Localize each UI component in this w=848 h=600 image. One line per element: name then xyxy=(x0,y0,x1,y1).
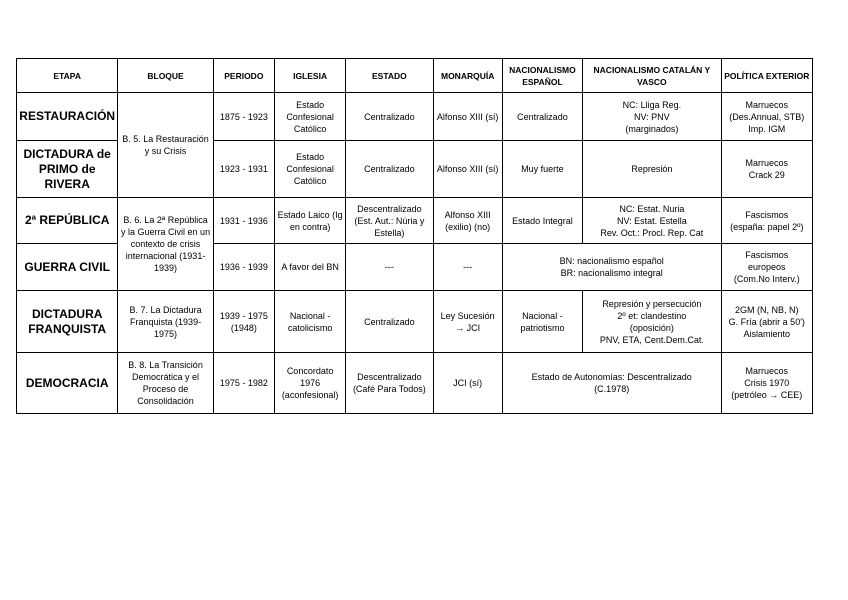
bloque-cell: B. 6. La 2ª República y la Guerra Civil en un contexto de crisis internacional (1931-1939) xyxy=(118,198,213,291)
cell-line: (petróleo → CEE) xyxy=(731,390,803,400)
cell-line: BN: nacionalismo español xyxy=(559,256,664,266)
nacionalismo-catalan-cell: Represión xyxy=(583,141,722,198)
politica-exterior-cell xyxy=(721,141,812,198)
estado-cell: Descentralizado (Est. Aut.: Núria y Estella) xyxy=(346,198,433,244)
cell-line: NC: Lliga Reg. xyxy=(622,99,682,110)
bloque-cell: B. 5. La Restauración y su Crisis xyxy=(118,93,213,198)
history-summary-table xyxy=(16,58,813,414)
politica-exterior-cell xyxy=(721,93,812,141)
estado-cell: Centralizado xyxy=(346,141,433,198)
iglesia-cell: Estado Laico (Ig en contra) xyxy=(274,198,345,244)
header-etapa: ETAPA xyxy=(17,59,118,93)
header-periodo: PERIODO xyxy=(213,59,274,93)
cell-line: (oposición) xyxy=(629,322,674,333)
cell-line: Marruecos xyxy=(745,99,789,110)
header-bloque: BLOQUE xyxy=(118,59,213,93)
monarquia-cell: Alfonso XIII (sí) xyxy=(433,141,502,198)
politica-exterior-cell xyxy=(721,353,812,414)
cell-line: Crack 29 xyxy=(748,170,785,180)
periodo-cell: 1931 - 1936 xyxy=(213,198,274,244)
cell-line: 2º et: clandestino xyxy=(617,310,687,321)
cell-line: Rev. Oct.: Procl. Rep. Cat xyxy=(600,227,704,238)
estado-cell: Centralizado xyxy=(346,93,433,141)
nacionalismo-catalan-cell xyxy=(583,93,722,141)
header-estado: ESTADO xyxy=(346,59,433,93)
cell-line: NV: PNV xyxy=(634,111,670,122)
cell-line: Imp. IGM xyxy=(748,123,786,134)
etapa-cell: DICTADURA de PRIMO de RIVERA xyxy=(17,141,118,198)
nacionalismo-catalan-cell xyxy=(583,198,722,244)
cell-line: Crisis 1970 xyxy=(744,378,790,388)
monarquia-cell: --- xyxy=(433,244,502,291)
cell-line: Marruecos xyxy=(745,158,789,168)
estado-cell: Centralizado xyxy=(346,291,433,353)
cell-line: Marruecos xyxy=(745,366,789,376)
cell-line: BR: nacionalismo integral xyxy=(560,268,663,278)
periodo-cell: 1975 - 1982 xyxy=(213,353,274,414)
cell-line: (marginados) xyxy=(625,123,679,134)
periodo-cell: 1939 - 1975 (1948) xyxy=(213,291,274,353)
cell-line: (Com.No Interv.) xyxy=(733,274,800,284)
monarquia-cell: Ley Sucesión → JCI xyxy=(433,291,502,353)
cell-line: Represión y persecución xyxy=(602,298,702,309)
row-republica xyxy=(17,198,813,244)
cell-line: Estado de Autonomías: Descentralizado xyxy=(531,372,692,382)
nacionalismo-catalan-cell xyxy=(583,291,722,353)
header-politica-exterior: POLÍTICA EXTERIOR xyxy=(721,59,812,93)
iglesia-cell: Nacional - catolicismo xyxy=(274,291,345,353)
bloque-cell: B. 8. La Transición Democrática y el Proceso de Consolidación xyxy=(118,353,213,414)
row-restauracion xyxy=(17,93,813,141)
iglesia-cell: Concordato 1976 (aconfesional) xyxy=(274,353,345,414)
nacionalismo-espanol-cell: Muy fuerte xyxy=(502,141,582,198)
nacionalismo-espanol-cell: Estado Integral xyxy=(502,198,582,244)
etapa-cell: DEMOCRACIA xyxy=(17,353,118,414)
monarquia-cell: Alfonso XIII (exilio) (no) xyxy=(433,198,502,244)
cell-line: europeos xyxy=(748,262,786,272)
politica-exterior-cell xyxy=(721,291,812,353)
cell-line: (Des.Annual, STB) xyxy=(729,111,805,122)
cell-line: NV: Estat. Estella xyxy=(617,215,687,226)
cell-line: Aislamiento xyxy=(743,328,791,339)
cell-line: NC: Estat. Nuria xyxy=(619,203,685,214)
periodo-cell: 1923 - 1931 xyxy=(213,141,274,198)
periodo-cell: 1936 - 1939 xyxy=(213,244,274,291)
header-row xyxy=(17,59,813,93)
periodo-cell: 1875 - 1923 xyxy=(213,93,274,141)
estado-cell: --- xyxy=(346,244,433,291)
cell-line: G. Fría (abrir a 50') xyxy=(728,316,805,327)
nacionalismo-espanol-cell: Nacional - patriotismo xyxy=(502,291,582,353)
cell-line: Fascismos xyxy=(745,250,789,260)
bloque-cell: B. 7. La Dictadura Franquista (1939-1975) xyxy=(118,291,213,353)
nacionalismo-merged-cell xyxy=(502,244,721,291)
politica-exterior-cell xyxy=(721,244,812,291)
cell-line: PNV, ETA, Cent.Dem.Cat. xyxy=(599,334,704,345)
monarquia-cell: JCI (sí) xyxy=(433,353,502,414)
cell-line: (C.1978) xyxy=(594,384,630,394)
etapa-cell: GUERRA CIVIL xyxy=(17,244,118,291)
iglesia-cell: Estado Confesional Católico xyxy=(274,93,345,141)
header-monarquia: MONARQUÍA xyxy=(433,59,502,93)
row-franquismo xyxy=(17,291,813,353)
iglesia-cell: Estado Confesional Católico xyxy=(274,141,345,198)
row-democracia xyxy=(17,353,813,414)
header-nacionalismo-espanol: NACIONALISMO ESPAÑOL xyxy=(502,59,582,93)
monarquia-cell: Alfonso XIII (sí) xyxy=(433,93,502,141)
estado-cell: Descentralizado (Café Para Todos) xyxy=(346,353,433,414)
cell-line: (españa: papel 2º) xyxy=(730,221,804,232)
etapa-cell: DICTADURA FRANQUISTA xyxy=(17,291,118,353)
politica-exterior-cell xyxy=(721,198,812,244)
etapa-cell: RESTAURACIÓN xyxy=(17,93,118,141)
header-nacionalismo-catalan-vasco: NACIONALISMO CATALÁN Y VASCO xyxy=(583,59,722,93)
header-iglesia: IGLESIA xyxy=(274,59,345,93)
cell-line: Fascismos xyxy=(745,209,789,220)
etapa-cell: 2ª REPÚBLICA xyxy=(17,198,118,244)
iglesia-cell: A favor del BN xyxy=(274,244,345,291)
nacionalismo-espanol-cell: Centralizado xyxy=(502,93,582,141)
nacionalismo-merged-cell xyxy=(502,353,721,414)
cell-line: 2GM (N, NB, N) xyxy=(735,304,799,315)
